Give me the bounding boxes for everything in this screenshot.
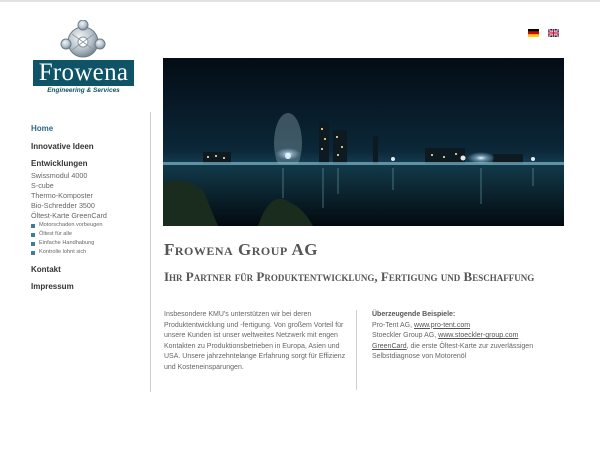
- nav-motorschaden-vorbeugen[interactable]: [31, 221, 149, 230]
- nav-bullet-label: Öltest für alle: [39, 231, 72, 237]
- german-flag-icon[interactable]: [528, 29, 539, 37]
- example-description: , die erste Öltest-Karte zur zuverlässigen Selbstdiagnose von Motorenöl: [372, 342, 534, 361]
- nav-innovative-ideen[interactable]: Innovative Ideen: [31, 142, 94, 151]
- nav-bullet-label: Motorschaden vorbeugen: [39, 222, 103, 228]
- nav-home[interactable]: Home: [31, 124, 54, 133]
- nav-oeltest-fuer-alle[interactable]: [31, 230, 149, 239]
- page-subtitle: Ihr Partner für Produktentwicklung, Fertigung und Beschaffung: [164, 269, 535, 284]
- puzzle-logo-icon: [58, 20, 108, 62]
- logo-wordmark: Frowena: [33, 60, 134, 86]
- bullet-square-icon: [31, 224, 35, 228]
- nav-s-cube[interactable]: S-cube: [31, 181, 54, 190]
- example-stoeckler: [372, 331, 572, 342]
- nav-thermo-komposter[interactable]: Thermo-Komposter: [31, 191, 93, 200]
- bullet-square-icon: [31, 233, 35, 237]
- link-stoeckler-group[interactable]: www.stoeckler-group.com: [438, 332, 519, 340]
- language-switcher: [528, 29, 559, 37]
- column-divider: [356, 310, 357, 390]
- nav-entwicklungen[interactable]: Entwicklungen: [31, 159, 88, 168]
- example-pro-tent: [372, 321, 572, 332]
- nav-einfache-handhabung[interactable]: [31, 239, 149, 248]
- example-label: Stoeckler Group AG,: [372, 332, 439, 340]
- nav-bullet-label: Kontrolle lohnt sich: [39, 249, 87, 255]
- nav-impressum[interactable]: Impressum: [31, 282, 74, 291]
- bullet-square-icon: [31, 242, 35, 246]
- uk-flag-icon[interactable]: [548, 29, 559, 37]
- intro-text: Insbesondere KMU's unterstützen wir bei deren Produktentwicklung und -fertigung. Von großem Vorteil für unsere Kunden ist unser weltweites Netzwerk mit engen Kontakten zu Produktionsbetrieben in Europa, Asien und USA. Unsere jahrzehntelange Erfahrung sorgt für Effizienz und Kosteneinsparungen.: [164, 311, 346, 371]
- bullet-square-icon: [31, 251, 35, 255]
- nav-swissmodul-4000[interactable]: Swissmodul 4000: [31, 171, 88, 180]
- sidebar-nav: [31, 124, 149, 292]
- example-label: Pro-Tent AG,: [372, 321, 415, 329]
- nav-kontrolle-lohnt-sich[interactable]: [31, 248, 149, 257]
- example-greencard: [372, 342, 572, 363]
- page-title: Frowena Group AG: [164, 240, 319, 259]
- nav-bullet-label: Einfache Handhabung: [39, 240, 95, 246]
- hero-image: [163, 58, 564, 226]
- link-pro-tent[interactable]: www.pro-tent.com: [414, 321, 471, 329]
- logo-tagline: Engineering & Services: [47, 87, 120, 94]
- nav-oeltest-karte-greencard[interactable]: Öltest-Karte GreenCard: [31, 211, 107, 220]
- examples-heading: Überzeugende Beispiele:: [372, 311, 456, 318]
- logo[interactable]: [31, 20, 136, 98]
- nav-kontakt[interactable]: Kontakt: [31, 265, 61, 274]
- top-border: [0, 0, 600, 2]
- link-greencard[interactable]: GreenCard: [372, 342, 407, 350]
- sidebar-divider: [150, 112, 151, 392]
- examples-column: [372, 310, 572, 363]
- night-skyline-image: [163, 58, 564, 226]
- nav-bio-schredder-3500[interactable]: Bio-Schredder 3500: [31, 201, 95, 210]
